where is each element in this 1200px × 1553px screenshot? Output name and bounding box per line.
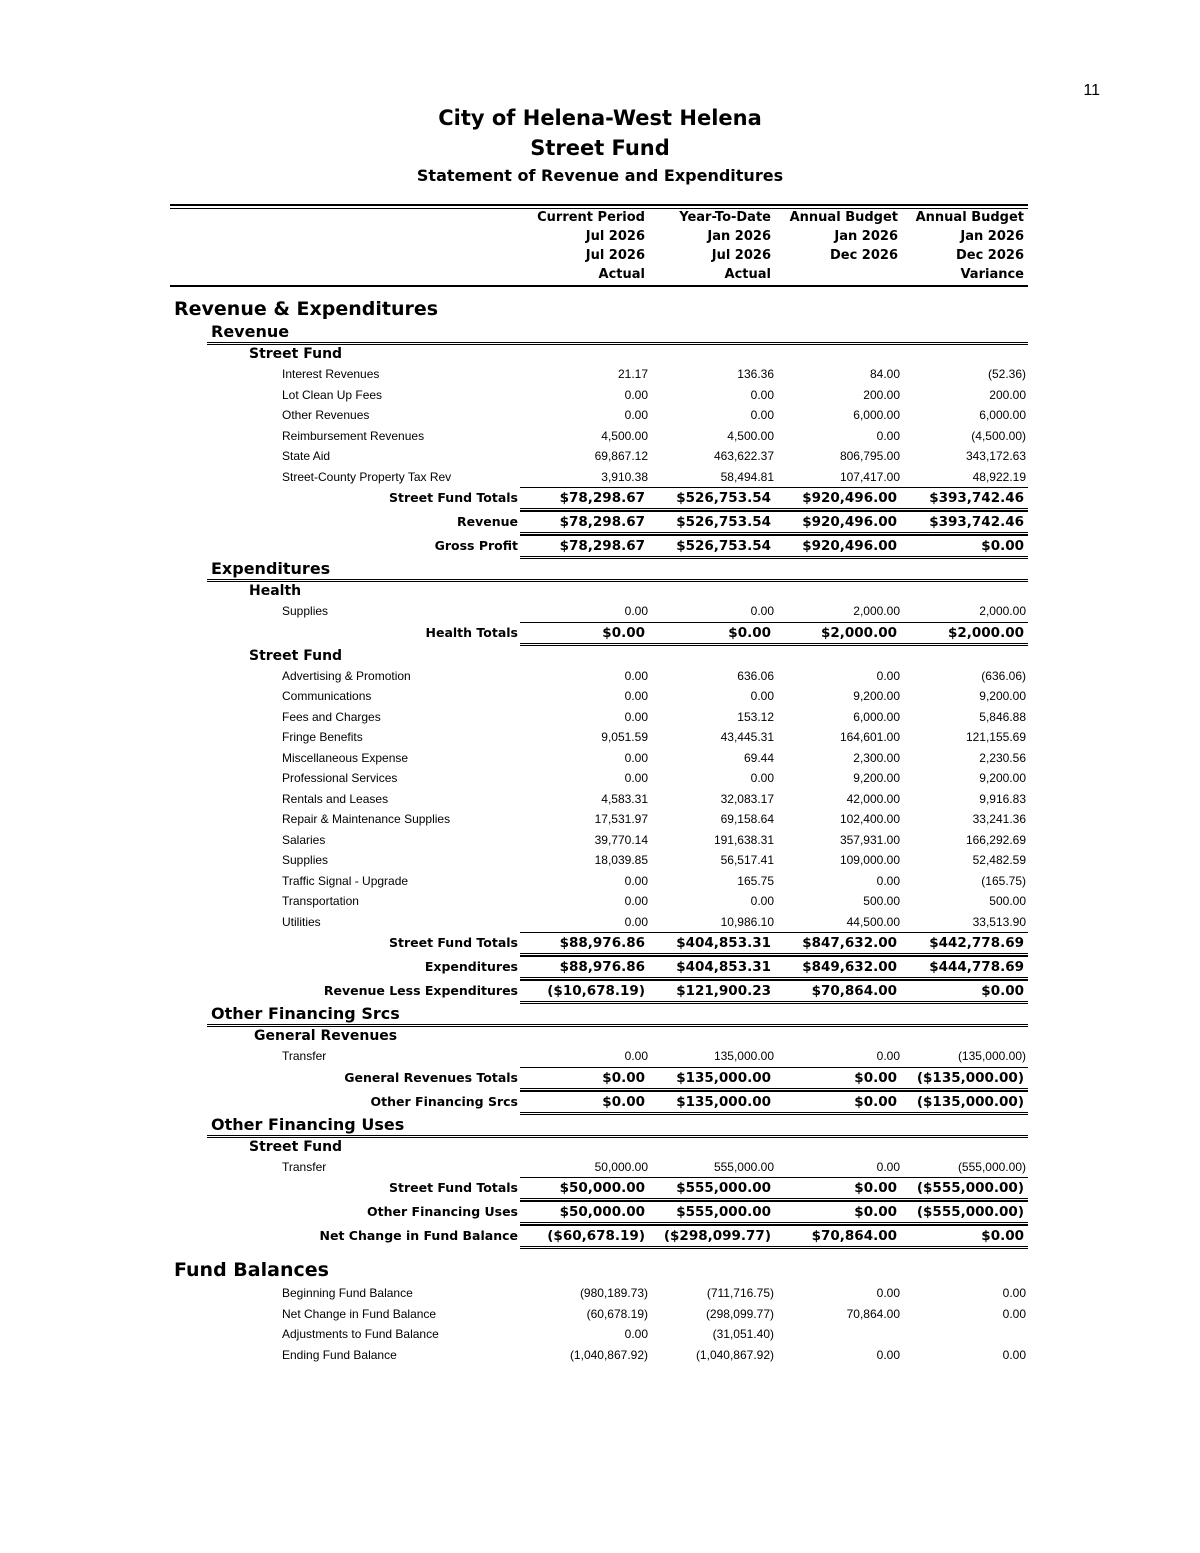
row-value: 0.00 <box>624 1327 648 1341</box>
row-value: 6,000.00 <box>853 408 900 422</box>
col-line: Annual Budget <box>915 210 1024 225</box>
section-other-financing-uses <box>0 1115 1200 1137</box>
row-value: 32,083.17 <box>720 791 774 806</box>
total-value: $78,298.67 <box>559 538 645 554</box>
table-row <box>0 364 1200 385</box>
group-health <box>0 581 1200 601</box>
col-line: Jul 2026 <box>711 248 771 263</box>
row-value: 2,300.00 <box>853 750 900 765</box>
row-value: (135,000.00) <box>957 1049 1026 1063</box>
table-row <box>0 1046 1200 1067</box>
total-label: Net Change in Fund Balance <box>319 1228 518 1243</box>
table-row <box>0 385 1200 406</box>
row-value: 0.00 <box>624 771 648 785</box>
row-value: 166,292.69 <box>965 832 1026 847</box>
total-rule-top <box>520 511 1028 512</box>
row-value: 0.00 <box>876 1049 900 1063</box>
total-value: $88,976.86 <box>559 935 645 951</box>
row-label: Repair & Maintenance Supplies <box>282 812 451 826</box>
total-rule-top <box>520 956 1028 957</box>
col-line: Annual Budget <box>789 210 898 225</box>
row-value: (52.36) <box>987 367 1026 381</box>
total-value: $0.00 <box>602 624 645 641</box>
row-label: Supplies <box>282 853 329 867</box>
row-value: 70,864.00 <box>846 1306 900 1321</box>
row-label: Interest Revenues <box>282 367 380 381</box>
row-value: 0.00 <box>624 689 648 703</box>
table-row <box>0 446 1200 467</box>
total-value: $0.00 <box>602 1093 645 1110</box>
row-value: 136.36 <box>737 367 774 381</box>
total-value: $393,742.46 <box>929 490 1024 506</box>
total-label: Revenue <box>456 514 518 529</box>
total-value: $78,298.67 <box>559 490 645 506</box>
section-revenue <box>0 322 1200 344</box>
row-value: 69,158.64 <box>720 812 774 826</box>
table-row <box>0 666 1200 687</box>
table-row <box>0 748 1200 769</box>
section-label: Other Financing Srcs <box>211 1004 400 1023</box>
section-other-financing-srcs <box>0 1004 1200 1026</box>
column-header-variance <box>884 208 1024 284</box>
row-value: 58,494.81 <box>720 469 774 484</box>
group-street-fund-exp <box>0 646 1200 666</box>
total-value: $50,000.00 <box>559 1204 645 1220</box>
row-value: 165.75 <box>737 873 774 888</box>
total-value: $121,900.23 <box>676 983 771 999</box>
revenue-rows <box>0 364 1200 487</box>
row-value: 33,513.90 <box>972 914 1026 929</box>
total-value: $526,753.54 <box>676 490 771 506</box>
total-row <box>0 622 1200 646</box>
total-label: Gross Profit <box>434 538 518 553</box>
total-value: $70,864.00 <box>811 983 897 999</box>
col-line: Jul 2026 <box>585 248 645 263</box>
total-value: $78,298.67 <box>559 514 645 530</box>
city-title: City of Helena-West Helena <box>438 106 762 130</box>
total-label: Health Totals <box>425 624 518 640</box>
total-value: $920,496.00 <box>802 490 897 506</box>
row-value: (555,000.00) <box>957 1159 1026 1174</box>
row-value: 0.00 <box>876 668 900 683</box>
total-value: $555,000.00 <box>676 1180 771 1196</box>
row-value: 0.00 <box>624 750 648 765</box>
statement-title: Statement of Revenue and Expenditures <box>416 166 784 185</box>
total-row <box>0 932 1200 956</box>
row-value: 500.00 <box>989 894 1026 908</box>
group-label: Street Fund <box>249 1138 343 1155</box>
row-value: 48,922.19 <box>972 469 1026 484</box>
row-value: 9,200.00 <box>979 689 1026 703</box>
row-value: (298,099.77) <box>705 1306 774 1321</box>
row-value: 0.00 <box>624 387 648 402</box>
row-value: 4,500.00 <box>727 428 774 443</box>
total-rule-bottom <box>520 1246 1028 1249</box>
total-row <box>0 1067 1200 1091</box>
total-value: $849,632.00 <box>802 959 897 975</box>
table-row <box>0 467 1200 488</box>
row-value: 0.00 <box>1002 1306 1026 1321</box>
table-row <box>0 1304 1200 1325</box>
total-label: Street Fund Totals <box>388 935 518 950</box>
row-value: 2,000.00 <box>853 604 900 618</box>
row-value: 555,000.00 <box>713 1159 774 1174</box>
total-value: ($10,678.19) <box>547 983 645 999</box>
row-value: 0.00 <box>750 771 774 785</box>
col-line: Variance <box>960 267 1024 282</box>
row-value: 107,417.00 <box>839 469 900 484</box>
table-row <box>0 768 1200 789</box>
total-value: $88,976.86 <box>559 959 645 975</box>
row-label: State Aid <box>282 449 331 463</box>
total-value: $2,000.00 <box>947 624 1024 641</box>
row-value: (636.06) <box>981 668 1026 683</box>
col-line: Jan 2026 <box>960 229 1024 244</box>
row-value: 0.00 <box>750 408 774 422</box>
row-value: 10,986.10 <box>720 914 774 929</box>
health-total <box>0 622 1200 646</box>
row-value: 84.00 <box>869 367 900 381</box>
section-expenditures <box>0 559 1200 581</box>
group-label: Street Fund <box>249 346 343 362</box>
header-rule-bottom <box>170 285 1028 287</box>
table-row <box>0 601 1200 622</box>
total-row <box>0 1091 1200 1115</box>
row-label: Adjustments to Fund Balance <box>282 1327 439 1341</box>
section-revenue-expenditures <box>0 296 1200 322</box>
row-label: Supplies <box>282 604 329 618</box>
total-value: $70,864.00 <box>811 1228 897 1244</box>
page-number: 11 <box>1083 82 1100 99</box>
row-label: Rentals and Leases <box>282 791 389 806</box>
row-value: 9,200.00 <box>853 771 900 785</box>
total-value: $847,632.00 <box>802 935 897 951</box>
total-label: General Revenues Totals <box>344 1069 518 1085</box>
table-row <box>0 871 1200 892</box>
expenditure-totals <box>0 932 1200 1004</box>
row-value: (31,051.40) <box>712 1327 774 1341</box>
total-value: $526,753.54 <box>676 538 771 554</box>
total-row <box>0 1177 1200 1201</box>
row-value: 0.00 <box>1002 1286 1026 1300</box>
table-row <box>0 830 1200 851</box>
table-row <box>0 405 1200 426</box>
total-value: $135,000.00 <box>676 1093 771 1110</box>
total-value: ($298,099.77) <box>663 1228 771 1244</box>
table-row <box>0 850 1200 871</box>
total-label: Expenditures <box>424 959 518 974</box>
total-label: Other Financing Srcs <box>370 1093 518 1109</box>
row-value: 0.00 <box>876 1159 900 1174</box>
total-rule-top <box>520 1067 1028 1068</box>
row-value: 200.00 <box>863 387 900 402</box>
total-rule-top <box>520 535 1028 536</box>
row-value: 69,867.12 <box>594 449 648 463</box>
section-label: Expenditures <box>211 559 331 578</box>
row-value: 357,931.00 <box>839 832 900 847</box>
row-value: 0.00 <box>624 914 648 929</box>
col-line: Current Period <box>537 210 645 225</box>
revenue-totals <box>0 487 1200 559</box>
row-value: 109,000.00 <box>839 853 900 867</box>
total-row <box>0 1201 1200 1225</box>
row-value: 0.00 <box>624 1049 648 1063</box>
row-label: Advertising & Promotion <box>282 668 411 683</box>
table-row <box>0 707 1200 728</box>
row-value: 6,000.00 <box>853 709 900 724</box>
row-value: 0.00 <box>624 668 648 683</box>
row-value: 9,200.00 <box>979 771 1026 785</box>
total-value: $0.00 <box>981 538 1024 554</box>
row-label: Communications <box>282 689 372 703</box>
row-value: 135,000.00 <box>713 1049 774 1063</box>
row-value: 500.00 <box>863 894 900 908</box>
health-rows <box>0 601 1200 622</box>
row-value: (980,189.73) <box>579 1286 648 1300</box>
section-label: Revenue & Expenditures <box>174 298 439 320</box>
row-label: Street-County Property Tax Rev <box>282 469 452 484</box>
row-value: 33,241.36 <box>972 812 1026 826</box>
row-label: Other Revenues <box>282 408 370 422</box>
total-value: $50,000.00 <box>559 1180 645 1196</box>
total-label: Other Financing Uses <box>367 1204 518 1219</box>
row-value: 9,916.83 <box>979 791 1026 806</box>
group-label: Health <box>249 583 302 599</box>
row-value: 3,910.38 <box>601 469 648 484</box>
col-line: Jul 2026 <box>585 229 645 244</box>
row-value: 4,583.31 <box>601 791 648 806</box>
row-value: (60,678.19) <box>586 1306 648 1321</box>
total-rule-top <box>520 932 1028 933</box>
fund-balance-rows <box>0 1283 1200 1365</box>
col-line: Year-To-Date <box>679 210 771 225</box>
col-line: Dec 2026 <box>955 248 1024 263</box>
column-header-annual-budget <box>758 208 898 265</box>
srcs-totals <box>0 1067 1200 1115</box>
row-value: 343,172.63 <box>965 449 1026 463</box>
row-label: Fees and Charges <box>282 709 381 724</box>
table-row <box>0 912 1200 933</box>
total-row <box>0 956 1200 980</box>
row-label: Beginning Fund Balance <box>282 1286 413 1300</box>
row-value: 0.00 <box>876 1347 900 1362</box>
total-value: $0.00 <box>602 1069 645 1086</box>
total-row <box>0 535 1200 559</box>
total-value: $920,496.00 <box>802 514 897 530</box>
total-rule-top <box>520 1091 1028 1092</box>
row-value: 0.00 <box>624 894 648 908</box>
row-value: 164,601.00 <box>839 730 900 744</box>
table-row <box>0 727 1200 748</box>
row-value: (4,500.00) <box>971 428 1026 443</box>
row-value: 806,795.00 <box>839 449 900 463</box>
section-fund-balances <box>0 1257 1200 1283</box>
total-label: Revenue Less Expenditures <box>323 983 518 998</box>
group-street-fund-uses <box>0 1137 1200 1157</box>
total-row <box>0 487 1200 511</box>
row-label: Lot Clean Up Fees <box>282 387 383 402</box>
total-value: $2,000.00 <box>820 624 897 641</box>
row-label: Ending Fund Balance <box>282 1347 397 1362</box>
row-value: 0.00 <box>876 428 900 443</box>
row-value: 153.12 <box>737 709 774 724</box>
row-value: 6,000.00 <box>979 408 1026 422</box>
row-value: 39,770.14 <box>594 832 648 847</box>
row-value: 636.06 <box>737 668 774 683</box>
row-label: Fringe Benefits <box>282 730 363 744</box>
total-value: $442,778.69 <box>929 935 1024 951</box>
row-value: 4,500.00 <box>601 428 648 443</box>
row-value: 52,482.59 <box>972 853 1026 867</box>
row-value: 102,400.00 <box>839 812 900 826</box>
row-value: 17,531.97 <box>594 812 648 826</box>
total-value: $404,853.31 <box>676 935 771 951</box>
col-line: Jan 2026 <box>707 229 771 244</box>
row-value: 0.00 <box>876 873 900 888</box>
total-value: $0.00 <box>854 1069 897 1086</box>
total-rule-top <box>520 1201 1028 1202</box>
total-rule-top <box>520 1177 1028 1178</box>
section-label: Other Financing Uses <box>211 1114 405 1134</box>
total-label: Street Fund Totals <box>388 1180 518 1195</box>
column-header-ytd <box>631 208 771 284</box>
row-value: 9,200.00 <box>853 689 900 703</box>
fund-title: Street Fund <box>530 136 670 160</box>
total-label: Street Fund Totals <box>388 490 518 505</box>
total-value: ($555,000.00) <box>916 1204 1024 1220</box>
total-value: $0.00 <box>981 1228 1024 1244</box>
srcs-rows <box>0 1046 1200 1067</box>
table-row <box>0 789 1200 810</box>
table-row <box>0 686 1200 707</box>
section-label: Fund Balances <box>174 1259 329 1281</box>
uses-totals <box>0 1177 1200 1249</box>
row-label: Net Change in Fund Balance <box>282 1306 437 1321</box>
row-value: 0.00 <box>750 604 774 618</box>
row-value: 0.00 <box>624 408 648 422</box>
row-value: 42,000.00 <box>846 791 900 806</box>
row-value: 56,517.41 <box>720 853 774 867</box>
row-value: 9,051.59 <box>601 730 648 744</box>
section-label: Revenue <box>211 322 290 341</box>
row-value: 463,622.37 <box>713 449 774 463</box>
row-value: 0.00 <box>750 894 774 908</box>
header-rule-top <box>170 204 1028 206</box>
total-value: $555,000.00 <box>676 1204 771 1220</box>
row-label: Utilities <box>282 914 321 929</box>
col-line: Jan 2026 <box>834 229 898 244</box>
total-value: $920,496.00 <box>802 538 897 554</box>
row-label: Salaries <box>282 832 326 847</box>
row-value: 44,500.00 <box>846 914 900 929</box>
row-value: 0.00 <box>750 689 774 703</box>
uses-rows <box>0 1157 1200 1178</box>
row-value: 43,445.31 <box>720 730 774 744</box>
total-value: $404,853.31 <box>676 959 771 975</box>
total-value: ($555,000.00) <box>916 1180 1024 1196</box>
group-general-revenues <box>0 1026 1200 1046</box>
row-label: Traffic Signal - Upgrade <box>282 873 409 888</box>
row-value: 2,230.56 <box>979 750 1026 765</box>
total-value: $0.00 <box>981 983 1024 999</box>
total-value: ($135,000.00) <box>916 1069 1024 1086</box>
row-value: 69.44 <box>743 750 774 765</box>
group-label: Street Fund <box>249 647 343 664</box>
row-value: 0.00 <box>1002 1347 1026 1362</box>
total-rule-top <box>520 487 1028 488</box>
row-value: 0.00 <box>750 387 774 402</box>
row-value: (165.75) <box>981 873 1026 888</box>
row-value: 18,039.85 <box>594 853 648 867</box>
col-line: Actual <box>724 267 771 282</box>
row-value: 200.00 <box>989 387 1026 402</box>
group-label: General Revenues <box>254 1028 398 1044</box>
total-value: $0.00 <box>728 624 771 641</box>
table-row <box>0 1324 1200 1345</box>
total-row <box>0 1225 1200 1249</box>
row-value: (1,040,867.92) <box>569 1347 648 1362</box>
report-titles <box>0 106 1200 185</box>
table-row <box>0 1157 1200 1178</box>
row-label: Transportation <box>282 894 359 908</box>
row-label: Professional Services <box>282 771 398 785</box>
total-value: $526,753.54 <box>676 514 771 530</box>
column-header-current-period <box>505 208 645 284</box>
table-row <box>0 426 1200 447</box>
total-row <box>0 511 1200 535</box>
total-value: $135,000.00 <box>676 1069 771 1086</box>
total-value: $393,742.46 <box>929 514 1024 530</box>
table-row <box>0 1283 1200 1304</box>
total-value: $0.00 <box>854 1093 897 1110</box>
row-value: (1,040,867.92) <box>695 1347 774 1362</box>
row-value: (711,716.75) <box>706 1286 774 1300</box>
row-value: 2,000.00 <box>979 604 1026 618</box>
total-value: $0.00 <box>854 1180 897 1196</box>
row-label: Transfer <box>282 1049 327 1063</box>
col-line: Actual <box>598 267 645 282</box>
row-value: 191,638.31 <box>713 832 774 847</box>
row-value: 0.00 <box>624 873 648 888</box>
row-value: 50,000.00 <box>594 1159 648 1174</box>
total-value: ($135,000.00) <box>916 1093 1024 1110</box>
total-row <box>0 980 1200 1004</box>
group-street-fund <box>0 344 1200 364</box>
statement-body <box>0 296 1200 1365</box>
row-label: Miscellaneous Expense <box>282 750 409 765</box>
row-value: 121,155.69 <box>965 730 1026 744</box>
col-line: Dec 2026 <box>829 248 898 263</box>
total-value: $0.00 <box>854 1204 897 1220</box>
table-row <box>0 891 1200 912</box>
table-row <box>0 809 1200 830</box>
row-value: 5,846.88 <box>979 709 1026 724</box>
table-row <box>0 1345 1200 1366</box>
total-rule-top <box>520 980 1028 981</box>
total-rule-top <box>520 1225 1028 1226</box>
row-value: 0.00 <box>624 604 648 618</box>
row-label: Transfer <box>282 1159 327 1174</box>
row-value: 0.00 <box>876 1286 900 1300</box>
row-value: 21.17 <box>617 367 648 381</box>
row-label: Reimbursement Revenues <box>282 428 425 443</box>
total-value: $444,778.69 <box>929 959 1024 975</box>
row-value: 0.00 <box>624 709 648 724</box>
expenditure-rows <box>0 666 1200 933</box>
total-rule-top <box>520 622 1028 623</box>
total-value: ($60,678.19) <box>547 1228 645 1244</box>
